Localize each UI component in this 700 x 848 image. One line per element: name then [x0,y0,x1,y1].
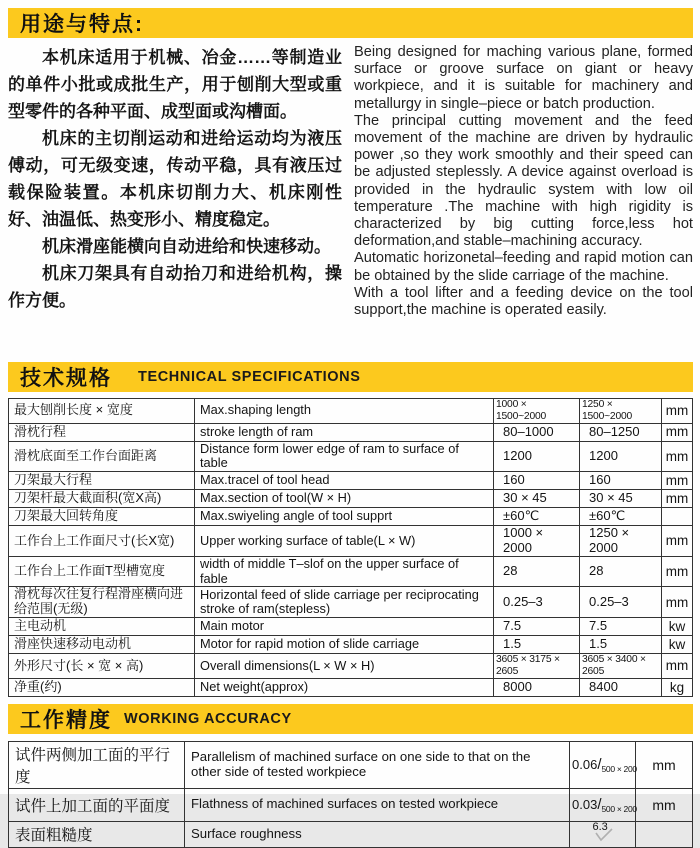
spec-table-row [9,654,693,679]
spec-unit: mm [662,490,693,508]
technical-specifications-table [8,398,693,697]
accuracy-unit: mm [636,741,693,788]
spec-unit: mm [662,472,693,490]
usage-title: 用途与特点: [20,13,144,36]
fraction-denominator: 500 × 200 [601,803,637,814]
usage-en-paragraph: With a tool lifter and a feeding device on the tool support,the machine is operated easily. [354,284,693,319]
spec-value-model1: 3605 × 3175 × 2605 [494,654,580,679]
spec-unit: mm [662,587,693,618]
spec-label-cn: 最大刨削长度 × 宽度 [9,399,195,424]
spec-table-row [9,490,693,508]
spec-table-row [9,508,693,526]
spec-label-en: width of middle T–slof on the upper surface of fable [195,556,494,586]
spec-value-model2: 3605 × 3400 × 2605 [580,654,662,679]
spec-value-model1: 7.5 [494,618,580,636]
accuracy-table-row [9,821,693,847]
accuracy-label-en: Surface roughness [185,821,570,847]
spec-value-model1: 80–1000 [494,423,580,441]
spec-unit: mm [662,654,693,679]
accuracy-fraction [572,796,637,813]
accuracy-table-row [9,788,693,821]
spec-label-en: Horizontal feed of slide carriage per reciprocating stroke of ram(stepless) [195,587,494,618]
spec-value-model1: 28 [494,556,580,586]
spec-table-row [9,556,693,586]
fraction-denominator: 500 × 200 [601,763,637,774]
spec-table-row [9,678,693,696]
usage-english-text [354,44,693,358]
specs-title-cn: 技术规格 [20,367,112,390]
spec-label-en: Max.swiyeling angle of tool supprt [195,508,494,526]
spec-table-row [9,618,693,636]
usage-en-paragraph: Being designed for maching various plane, formed surface or groove surface on giant or heavy workpiece, and it is suitable for machinery and metallurgy in single–piece or batch production. [354,44,693,112]
spec-label-cn: 刀架杆最大截面积(宽X高) [9,490,195,508]
fraction-slash: / [597,795,602,813]
spec-table-row [9,587,693,618]
spec-label-en: stroke length of ram [195,423,494,441]
usage-chinese-text [8,44,342,358]
accuracy-label-en: Flathness of machined surfaces on tested workpiece [185,788,570,821]
section-accuracy-header [8,704,693,734]
spec-label-cn: 外形尺寸(长 × 宽 × 高) [9,654,195,679]
spec-label-cn: 滑枕行程 [9,423,195,441]
spec-value-model1: 160 [494,472,580,490]
spec-value-model1: ±60℃ [494,508,580,526]
accuracy-label-cn: 试件两侧加工面的平行度 [9,741,185,788]
spec-value-model2: 30 × 45 [580,490,662,508]
roughness-number: 6.3 [592,820,608,833]
accuracy-label-cn: 试件上加工面的平面度 [9,788,185,821]
spec-value-model2: 80–1250 [580,423,662,441]
accuracy-value [570,788,636,821]
accuracy-label-en: Parallelism of machined surface on one side to that on the other side of tested workpiece [185,741,570,788]
spec-unit: mm [662,526,693,557]
spec-unit [662,508,693,526]
working-accuracy-table [8,741,693,848]
accuracy-unit: mm [636,788,693,821]
spec-unit: kg [662,678,693,696]
spec-unit: mm [662,441,693,471]
spec-value-model1: 8000 [494,678,580,696]
spec-label-en: Max.tracel of tool head [195,472,494,490]
spec-value-model2: 160 [580,472,662,490]
spec-label-cn: 刀架最大行程 [9,472,195,490]
spec-value-model1: 1200 [494,441,580,471]
spec-table-row [9,636,693,654]
usage-cn-paragraph: 机床刀架具有自动抬刀和进给机构，操作方便。 [8,264,342,310]
spec-unit: kw [662,618,693,636]
spec-table-row [9,399,693,424]
accuracy-fraction [572,756,637,773]
spec-label-cn: 工作台上工作面T型槽宽度 [9,556,195,586]
spec-label-cn: 主电动机 [9,618,195,636]
spec-label-en: Max.section of tool(W × H) [195,490,494,508]
spec-value-model1: 1000 × 2000 [494,526,580,557]
usage-cn-paragraph: 机床滑座能横向自动进给和快速移动。 [42,237,331,256]
accuracy-value [570,741,636,788]
spec-unit: mm [662,399,693,424]
spec-label-cn: 净重(约) [9,678,195,696]
spec-value-model2: 7.5 [580,618,662,636]
spec-value-model2: 0.25–3 [580,587,662,618]
surface-roughness-value [591,820,615,841]
section-specs-header [8,362,693,392]
spec-label-en: Distance form lower edge of ram to surface of table [195,441,494,471]
spec-value-model1: 1.5 [494,636,580,654]
spec-value-model2: 28 [580,556,662,586]
usage-en-paragraph: The principal cutting movement and the feed movement of the machine are driven by hydraulic power ,so they work smoothly and their speed can be adjusted steplessly. A device against overload is provided in the hydraulic system with low oil temperature .The machine with high rigidity is characterized by big cutting force,less hot deformation,and stable–machining accuracy. [354,112,693,250]
spec-value-model2: ±60℃ [580,508,662,526]
spec-table-row [9,526,693,557]
accuracy-label-cn: 表面粗糙度 [9,821,185,847]
spec-value-model2: 1.5 [580,636,662,654]
spec-value-model2: 1250 × 1500~2000 [580,399,662,424]
usage-cn-paragraph: 本机床适用于机械、冶金……等制造业的单件小批或成批生产，用于刨削大型或重型零件的各种平面、成型面或沟槽面。 [8,48,342,121]
accuracy-value [570,821,636,847]
spec-label-cn: 滑枕每次往复行程滑座横向进给范围(无级) [9,587,195,618]
spec-label-en: Max.shaping length [195,399,494,424]
fraction-numerator: 0.06 [572,756,598,772]
spec-unit: mm [662,423,693,441]
usage-content [8,44,693,358]
spec-label-cn: 滑座快速移动电动机 [9,636,195,654]
spec-table-row [9,423,693,441]
usage-en-paragraph: Automatic horizonetal–feeding and rapid motion can be obtained by the slide carriage of the machine. [354,250,693,284]
spec-label-en: Upper working surface of table(L × W) [195,526,494,557]
spec-unit: mm [662,556,693,586]
spec-value-model2: 8400 [580,678,662,696]
section-usage-header [8,8,693,38]
accuracy-title-en: WORKING ACCURACY [124,710,292,727]
spec-table-row [9,441,693,471]
spec-label-en: Motor for rapid motion of slide carriage [195,636,494,654]
fraction-slash: / [597,755,602,773]
spec-value-model1: 30 × 45 [494,490,580,508]
spec-label-en: Main motor [195,618,494,636]
spec-label-en: Overall dimensions(L × W × H) [195,654,494,679]
spec-label-en: Net weight(approx) [195,678,494,696]
spec-table-row [9,472,693,490]
spec-label-cn: 滑枕底面至工作台面距离 [9,441,195,471]
spec-unit: kw [662,636,693,654]
spec-value-model2: 1200 [580,441,662,471]
accuracy-title-cn: 工作精度 [20,708,112,732]
spec-value-model2: 1250 × 2000 [580,526,662,557]
usage-cn-paragraph: 机床的主切削运动和进给运动均为液压傅动，可无级变速，传动平稳，具有液压过载保险装置。本机床切削力大、机床刚性好、油温低、热变形小、精度稳定。 [8,129,342,229]
fraction-numerator: 0.03 [572,796,598,812]
spec-value-model1: 1000 × 1500~2000 [494,399,580,424]
accuracy-table-row [9,741,693,788]
specs-title-en: TECHNICAL SPECIFICATIONS [138,369,361,385]
spec-value-model1: 0.25–3 [494,587,580,618]
spec-label-cn: 刀架最大回转角度 [9,508,195,526]
spec-label-cn: 工作台上工作面尺寸(长X宽) [9,526,195,557]
accuracy-unit [636,821,693,847]
